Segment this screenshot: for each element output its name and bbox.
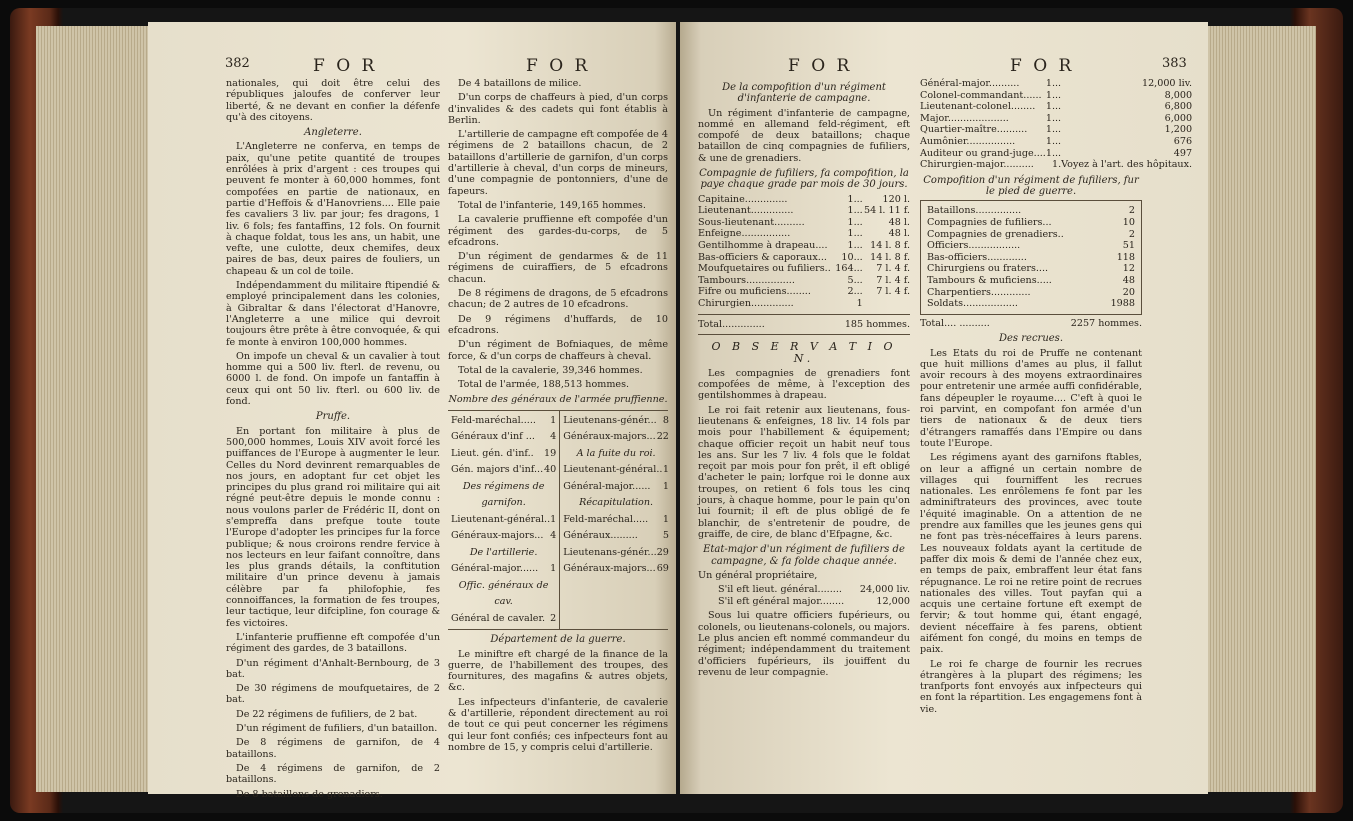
pay-table <box>698 194 910 310</box>
table-row <box>927 298 1135 310</box>
row-value: 48 l. <box>888 216 910 228</box>
table-row <box>451 611 556 628</box>
row-label: Compagnies de grenadiers.. <box>927 228 1064 240</box>
paragraph: Les Etats du roi de Pruffe ne contenant que huit millions d'ames au plus, il fallut avoir recours à des moyens extraordinaires pour entretenir une armée auffi confidérable, fans dépeupler le royaume.... C'eft à quoi le roi parvint, en compofant fon armée d'un tiers de nationaux & de deux tiers d'étrangers ramaffés dans l'Empire ou dans toute l'Europe. <box>920 347 1142 449</box>
table-row <box>451 446 556 463</box>
paragraph: L'artillerie de campagne eft compofée de 4 régimens de 2 bataillons chacun, de 2 bataillons d'artillerie de garnifon, d'un corps d'artillerie à cheval, d'un corps de mineurs, d'une compagnie de pontonniers, d'une de fapeurs. <box>448 129 668 197</box>
row-value: 1988 <box>1110 298 1135 310</box>
table-row <box>698 194 910 206</box>
row-value: 1 <box>662 480 669 492</box>
row-value: 14 l. 8 f. <box>870 251 910 263</box>
row-label: Compagnies de fufiliers... <box>927 216 1052 228</box>
row-value: 4 <box>550 431 557 443</box>
section-heading-prusse: Pruffe. <box>315 411 351 423</box>
table-row <box>451 512 556 529</box>
row-label: Officiers................. <box>927 240 1021 252</box>
etat-major-table <box>920 78 1192 171</box>
table-row <box>563 512 669 529</box>
generals-table-left <box>448 411 560 630</box>
right-column-1 <box>698 78 910 681</box>
table-row <box>698 275 910 287</box>
table-row <box>451 413 556 430</box>
list-item: D'un régiment d'Anhalt-Bernbourg, de 3 bat. <box>226 657 440 680</box>
row-label: Colonel-commandant...... <box>920 89 1042 101</box>
table-row <box>563 528 669 545</box>
row-value: 8 <box>662 414 669 426</box>
table-caption-generaux: Nombre des généraux de l'armée pruffienne. <box>448 394 668 406</box>
list-item: De 30 régimens de moufquetaires, de 2 bat. <box>226 683 440 706</box>
row-label: Lieut. gén. d'inf.. <box>451 447 534 459</box>
page-number-right: 383 <box>1162 56 1187 71</box>
row-label: Chirurgien.............. <box>698 298 794 310</box>
table-row <box>698 228 910 240</box>
left-page <box>148 22 676 800</box>
left-column-2 <box>448 78 668 756</box>
row-label: Auditeur ou grand-juge.... <box>920 147 1046 159</box>
row-value: 7 l. 4 f. <box>876 286 910 298</box>
row-value: 2 <box>1128 205 1135 217</box>
row-value: 48 l. <box>888 228 910 240</box>
row-label: Soldats.................. <box>927 298 1018 310</box>
paragraph: Le roi fe charge de fournir les recrues étrangères à la plupart des régimens; les tranfports font envoyés aux infpecteurs qui en font la répartition. Les engagemens font à vie. <box>920 658 1142 715</box>
row-value: 1... <box>847 228 863 240</box>
table-row <box>920 78 1192 90</box>
paragraph: Total de la cavalerie, 39,346 hommes. <box>458 364 643 376</box>
paragraph: Les infpecteurs d'infanterie, de cavalerie & d'artillerie, répondent directement au roi de tout ce qui peut concerner les régimens qui leur font confiés; ces infpecteurs font au nombre de 15, y compris celui d'artillerie. <box>448 696 668 753</box>
row-value: 1... <box>1045 78 1062 89</box>
left-column-1 <box>226 78 440 803</box>
section-heading-paye: Compagnie de fufiliers, fa compofition, la paye chaque grade par mois de 30 jours. <box>699 168 909 191</box>
subheading: De l'artillerie. <box>469 546 538 558</box>
right-column-2 <box>920 78 1193 718</box>
row-label: Généraux-majors... <box>563 431 656 443</box>
row-value: 1... <box>847 216 863 228</box>
table-row <box>927 229 1135 241</box>
row-value: 40 <box>544 464 557 476</box>
table-row <box>451 462 556 479</box>
table-row <box>920 136 1192 148</box>
row-label: Chirurgien-major.......... <box>920 159 1034 171</box>
paragraph: De 8 régimens de dragons, de 5 efcadrons chacun; de 2 autres de 10 efcadrons. <box>448 288 668 311</box>
table-row <box>927 240 1135 252</box>
row-label: Charpentiers............. <box>927 286 1031 298</box>
total-label: Total.............. <box>698 318 765 330</box>
divider <box>698 334 910 335</box>
paragraph: De 4 bataillons de milice. <box>458 78 582 89</box>
row-value: 497 <box>1173 147 1193 159</box>
paragraph: Sous lui quatre officiers fupérieurs, ou colonels, ou lieutenans-colonels, ou majors. Le plus ancien eft nommé commandeur du régiment; indépendamment du traitement d'officiers fupérieurs, ils jouiffent du revenu de leur compagnie. <box>698 610 910 678</box>
paragraph: Les régimens ayant des garnifons ftables, on leur a affigné un certain nombre de villages qui fourniffent les recrues nationales. Les enrôlemens fe font par les adminiftrateurs des provinces, avec toute l'équité imaginable. On a attention de ne prendre aux familles que les jeunes gens qui ne font pas très-néceffaires à leurs parens. Les nouveaux foldats ayant la certitude de paffer dix mois & demi de l'année chez eux, en temps de paix, embraffent leur état fans répugnance. Le roi ne retire point de recrues nationales des villes. Tout payfan qui a acquis une certaine fortune eft exempt de fervir; & tout homme qui, étant engagé, devient néceffaire à fes parens, obtient aifément fon congé, du moins en temps de paix. <box>920 452 1142 656</box>
paragraph: De 9 régimens d'huffards, de 10 efcadrons. <box>448 313 668 336</box>
row-value: 7 l. 4 f. <box>876 263 910 275</box>
paragraph: Le roi fait retenir aux lieutenans, fous-lieutenans & enfeignes, 18 liv. 14 fols par mois pour l'habillement & équipement; chaque officier reçoit un habit neuf tous les ans. Sur les 7 liv. 4 fols que le foldat reçoit par mois pour fon prêt, il eft obligé d'acheter le pain; lorfque roi le donne aux troupes, on retient 6 fols tous les cinq jours, à chaque homme, pour le pain qu'on lui fournit; il eft de plus obligé de fe blanchir, de s'entretenir de poudre, de graiffe, de cire, de blanc d'Efpagne, &c. <box>698 404 910 540</box>
observation-heading: O B S E R V A T I O N. <box>711 340 897 365</box>
left-page-edges <box>36 26 148 792</box>
table-row <box>563 429 669 446</box>
row-label: Généraux-majors... <box>563 563 656 575</box>
row-value: 6,000 <box>1164 112 1193 124</box>
total-value: 2257 hommes. <box>1070 317 1142 329</box>
table-row <box>920 124 1192 136</box>
row-value: 10... <box>841 251 863 263</box>
row-label: Lieutenans-génér... <box>563 546 657 558</box>
table-row <box>920 90 1192 102</box>
page-number-left: 382 <box>225 56 250 71</box>
row-value: 1... <box>847 193 863 205</box>
right-page-edges <box>1208 26 1316 792</box>
total-label: Total.... .......... <box>920 317 990 329</box>
table-row <box>920 159 1192 171</box>
section-heading-composition: De la compofition d'un régiment d'infanterie de campagne. <box>722 82 886 105</box>
subheading: Des régimens de garnifon. <box>462 480 545 509</box>
subheading: Récapitulation. <box>579 497 654 509</box>
row-label: Major.................... <box>920 112 1009 124</box>
row-label: Général de cavaler. <box>451 612 546 624</box>
row-value: 118 <box>1116 251 1135 263</box>
row-value: 1... <box>1045 112 1062 124</box>
paragraph: Total de l'armée, 188,513 hommes. <box>458 379 630 391</box>
table-row <box>563 462 669 479</box>
section-heading-composition-guerre: Compofition d'un régiment de fufiliers, fur le pied de guerre. <box>923 174 1139 198</box>
row-value: 48 <box>1122 274 1135 286</box>
list-item: De 4 régimens de garnifon, de 2 bataillons. <box>226 762 440 786</box>
table-row <box>927 252 1135 264</box>
row-label: Lieutenant-colonel........ <box>920 101 1036 113</box>
running-header-left-col1: F O R <box>313 56 378 76</box>
row-label: Lieutenant-général.. <box>563 464 663 476</box>
salary-value: 24,000 liv. <box>859 584 910 596</box>
total-value: 185 hommes. <box>844 318 910 330</box>
row-label: Enfeigne................ <box>698 228 791 240</box>
salary-label: S'il eft général major........ <box>718 595 845 607</box>
row-value: 8,000 <box>1164 89 1193 101</box>
list-item: De 22 régimens de fufiliers, de 2 bat. <box>236 708 418 720</box>
row-value: 1... <box>847 205 863 217</box>
row-value: 51 <box>1122 240 1135 252</box>
row-value: 22 <box>656 431 669 443</box>
row-value: 4 <box>550 530 557 542</box>
paragraph: Le miniftre eft chargé de la finance de la guerre, de l'habillement des troupes, des fournitures, des magafins & autres objets, &c. <box>448 648 668 694</box>
row-value: Voyez à l'art. des hôpitaux. <box>1061 159 1193 171</box>
table-row <box>698 286 910 298</box>
table-row <box>451 528 556 545</box>
row-label: Moufquetaires ou fufiliers.. <box>698 263 831 275</box>
paragraph: Indépendamment du militaire ftipendié & employé principalement dans les colonies, à Gibraltar & dans l'électorat d'Hanovre, l'Angleterre a une milice qui devroit toujours être prête à être convoquée, & qui fe monte à environ 100,000 hommes. <box>226 280 440 348</box>
row-value: 19 <box>544 447 557 459</box>
row-value: 1... <box>1045 89 1062 101</box>
row-value: 2... <box>847 286 863 298</box>
row-value: 2 <box>1128 228 1135 240</box>
table-row <box>927 263 1135 275</box>
row-value: 54 l. 11 f. <box>864 205 910 217</box>
row-label: Capitaine.............. <box>698 193 788 205</box>
row-value <box>863 298 910 310</box>
row-value: 1... <box>1045 124 1062 136</box>
paragraph: D'un régiment de gendarmes & de 11 régimens de cuiraffiers, de 5 efcadrons chacun. <box>448 251 668 285</box>
table-row <box>451 561 556 578</box>
row-value: 12 <box>1122 263 1135 275</box>
subheading: Offic. généraux de cav. <box>458 579 549 608</box>
row-label: Quartier-maître.......... <box>920 124 1028 136</box>
row-label: Gén. majors d'inf... <box>451 464 544 476</box>
row-value: 164... <box>835 263 863 275</box>
row-value: 1. <box>1051 159 1062 171</box>
row-label: Chirurgiens ou fraters.... <box>927 263 1049 275</box>
row-label: Fifre ou muficiens........ <box>698 286 811 298</box>
paragraph: En portant fon militaire à plus de 500,000 hommes, Louis XIV avoit forcé les puiffances de l'Europe à augmenter le leur. Celles du Nord devinrent remarquables de nos jours, en adoptant fur cet objet les principes du plus grand roi militaire qui ait régné peut-être depuis le monde connu : nous voulons parler de Frédéric II, dont on s'empreffa dans prefque toute toute l'Europe d'adopter les principes fur la force publique; & nous croirons rendre fervice à nos lecteurs en leur faifant connoître, dans les plus grands détails, la conftitution militaire d'un prince devenu à jamais célèbre par fa philofophie, fes connoiffances, la formation de fes troupes, leur tactique, leur difcipline, fon courage & fes victoires. <box>226 425 440 629</box>
row-label: Bataillons............... <box>927 205 1022 217</box>
section-heading-etat-major: Etat-major d'un régiment de fufiliers de campagne, & fa folde chaque année. <box>703 544 905 567</box>
row-value: 7 l. 4 f. <box>876 274 910 286</box>
row-value: 1,200 <box>1164 124 1193 136</box>
row-label: Général-major.......... <box>920 78 1020 89</box>
composition-total <box>920 318 1142 330</box>
row-label: Lieutenant.............. <box>698 205 794 217</box>
row-value: 1 <box>662 464 669 476</box>
row-label: Tambours................ <box>698 274 795 286</box>
pay-total <box>698 319 910 331</box>
paragraph: La cavalerie pruffienne eft compofée d'un régiment des gardes-du-corps, de 5 efcadrons. <box>448 214 668 248</box>
table-row <box>698 217 910 229</box>
row-label: Bas-officiers............. <box>927 251 1027 263</box>
running-header-left-col2: F O R <box>526 56 591 76</box>
row-label: Général-major...... <box>451 563 539 575</box>
row-label: Lieutenans-génér... <box>563 414 657 426</box>
salary-label: S'il eft lieut. général........ <box>718 584 842 596</box>
table-row <box>920 101 1192 113</box>
row-value: 2 <box>550 612 557 624</box>
table-row <box>563 561 669 578</box>
row-value: 5 <box>662 530 669 542</box>
row-value: 1 <box>550 414 557 426</box>
row-label: Sous-lieutenant.......... <box>698 216 805 228</box>
section-heading-recrues: Des recrues. <box>999 333 1063 345</box>
table-row <box>563 545 669 562</box>
paragraph: Total de l'infanterie, 149,165 hommes. <box>458 199 646 211</box>
salary-table <box>698 584 910 607</box>
row-label: Gentilhomme à drapeau.... <box>698 240 828 252</box>
table-row <box>927 205 1135 217</box>
table-row <box>698 263 910 275</box>
row-label: Généraux......... <box>563 530 638 542</box>
paragraph: nationales, qui doit être celui des républiques jaloufes de conferver leur liberté, & ne devant en confier la défenfe qu'à des citoyens. <box>226 78 440 123</box>
table-row <box>698 205 910 217</box>
list-item: De 8 bataillons de grenadiers. <box>236 788 383 800</box>
generals-table <box>448 410 668 631</box>
table-row <box>927 287 1135 299</box>
row-value: 1 <box>856 298 863 310</box>
table-row <box>920 113 1192 125</box>
row-value: 12,000 liv. <box>1141 78 1193 89</box>
running-header-right-col1: F O R <box>788 56 853 76</box>
row-label: Général-major...... <box>563 480 651 492</box>
section-heading-angleterre: Angleterre. <box>304 127 362 139</box>
row-value: 29 <box>656 546 669 558</box>
table-row <box>927 275 1135 287</box>
table-row <box>698 298 910 310</box>
row-value: 1... <box>1045 147 1062 159</box>
section-heading-departement: Département de la guerre. <box>490 634 626 646</box>
row-value: 6,800 <box>1164 101 1193 113</box>
row-value: 5... <box>847 274 863 286</box>
subheading: A la fuite du roi. <box>576 447 656 459</box>
paragraph: Un général propriétaire, <box>698 569 818 581</box>
row-value: 1 <box>550 563 557 575</box>
list-item: De 8 régimens de garnifon, de 4 bataillons. <box>226 737 440 760</box>
row-value: 14 l. 8 f. <box>870 240 910 252</box>
paragraph: L'infanterie pruffienne eft compofée d'un régiment des gardes, de 3 bataillons. <box>226 631 440 655</box>
paragraph: On impofe un cheval & un cavalier à tout homme qui a 500 liv. fterl. de revenu, ou 6000 l. de fond. On impofe un fantaffin à ceux qui ont 50 liv. fterl. ou 600 liv. de fond. <box>226 350 440 408</box>
composition-box <box>920 200 1142 314</box>
row-value: 10 <box>1122 216 1135 228</box>
row-label: Généraux-majors... <box>451 530 544 542</box>
row-value: 1 <box>662 513 669 525</box>
paragraph: Les compagnies de grenadiers font compofées de même, à l'exception des gentilshommes à drapeau. <box>698 367 910 402</box>
table-row <box>698 252 910 264</box>
row-label: Feld-maréchal..... <box>563 513 649 525</box>
composition-table <box>927 205 1135 309</box>
paragraph: D'un corps de chaffeurs à pied, d'un corps d'invalides & des cadets qui font établis à Berlin. <box>448 92 668 126</box>
right-page <box>680 22 1208 794</box>
generals-table-right <box>560 411 672 630</box>
row-value: 120 l. <box>882 193 910 205</box>
list-item: D'un régiment de fufiliers, d'un bataillon. <box>236 723 438 735</box>
table-row <box>451 429 556 446</box>
row-label: Aumônier................ <box>920 135 1016 147</box>
row-label: Feld-maréchal..... <box>451 414 536 426</box>
row-value: 20 <box>1122 286 1135 298</box>
paragraph: L'Angleterre ne conferva, en temps de paix, qu'une petite quantité de troupes enrôlées à prix d'argent : ces troupes qui peuvent fe monter à 60,000 hommes, font compofées en partie de nationaux, en partie d'Heffois & d'Hanovriens.... Elle paie fes cavaliers 3 liv. par jour; fes dragons, 1 liv. 6 fols; fes fantaffins, 12 fols. On fournit à chaque foldat, tous les ans, un habit, une vefte, une culotte, deux chemifes, deux paires de bas, deux paires de fouliers, un chapeau & un col de toile. <box>226 141 440 277</box>
row-value: 69 <box>656 563 669 575</box>
row-value: 1... <box>1045 101 1062 113</box>
divider <box>698 314 910 315</box>
paragraph: Un régiment d'infanterie de campagne, nommé en allemand feld-régiment, eft compofé de deux bataillons; chaque bataillon de cinq compagnies de fufiliers, & une de grenadiers. <box>698 107 910 164</box>
table-row <box>563 479 669 496</box>
row-label: Bas-officiers & caporaux... <box>698 251 827 263</box>
row-label: Tambours & muficiens..... <box>927 274 1052 286</box>
salary-value: 12,000 <box>876 595 910 607</box>
table-row <box>920 148 1192 160</box>
row-label: Généraux d'inf ... <box>451 431 535 443</box>
table-row <box>927 217 1135 229</box>
row-value: 1 <box>550 513 557 525</box>
running-header-right-col2: F O R <box>1010 56 1075 76</box>
paragraph: D'un régiment de Bofniaques, de même force, & d'un corps de chaffeurs à cheval. <box>448 339 668 362</box>
table-row <box>698 240 910 252</box>
table-row <box>563 413 669 430</box>
row-value: 1... <box>1045 135 1062 147</box>
row-value: 1... <box>847 240 863 252</box>
row-value: 676 <box>1173 135 1193 147</box>
row-label: Lieutenant-général.. <box>451 513 551 525</box>
